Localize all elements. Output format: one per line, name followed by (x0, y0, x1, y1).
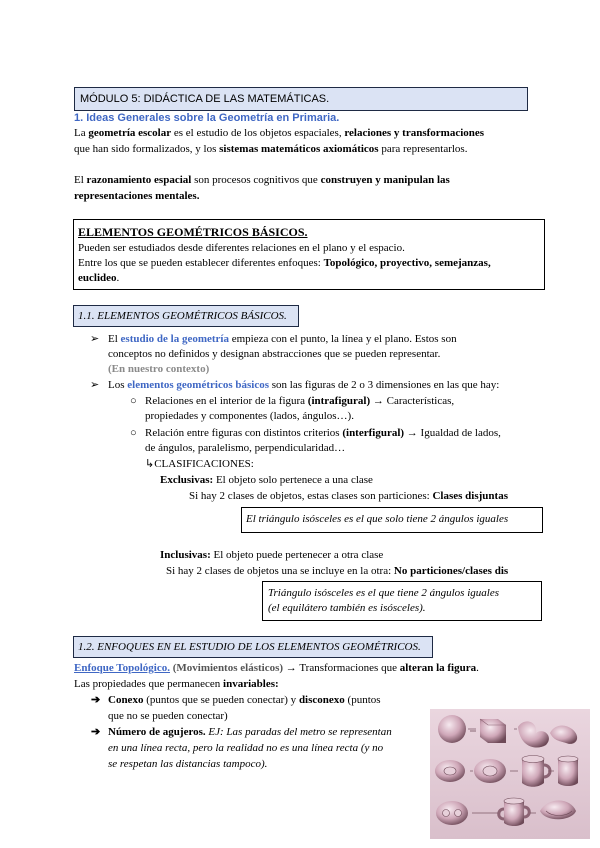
invariable-properties-line (74, 677, 279, 692)
text: Las propiedades que permanecen (74, 678, 224, 690)
text-bold: invariables: (223, 678, 279, 690)
text-bold: (intrafigural) (307, 395, 371, 407)
inclusivas-example-2: (el equilátero también es isósceles). (268, 602, 426, 614)
text-bold: geometría escolar (88, 127, 172, 139)
text: El (108, 333, 121, 345)
text: Si hay 2 clases de objetos, estas clases son particiones: (189, 490, 433, 502)
text-blue-bold: elementos geométricos básicos (127, 379, 269, 391)
elements-box-line2 (78, 256, 491, 271)
section-1-heading: 1. Ideas Generales sobre la Geometría en Primaria. (74, 112, 340, 124)
paragraph-geometria-escolar-line1 (74, 126, 484, 141)
circle-bullet-icon: ○ (130, 427, 137, 439)
arrow-bullet-icon: ➔ (91, 694, 101, 706)
text: La (74, 127, 89, 139)
text: El (74, 174, 87, 186)
sub-bullet-2-line2: de ángulos, paralelismo, perpendicularidad… (145, 442, 346, 454)
elements-box-line1: Pueden ser estudiados desde diferentes relaciones en el plano y el espacio. (78, 242, 405, 254)
text-bold: Conexo (108, 694, 144, 706)
text-bold: construyen y manipulan las (320, 174, 450, 186)
exclusivas-partition-line (189, 489, 508, 504)
text-bold: Clases disjuntas (432, 490, 508, 502)
text: para representarlos. (378, 143, 468, 155)
paragraph-razonamiento-line1 (74, 173, 450, 188)
agujeros-line3: se respetan las distancias tampoco). (108, 758, 268, 770)
text: Relaciones en el interior de la figura (145, 395, 308, 407)
module-title: MÓDULO 5: DIDÁCTICA DE LAS MATEMÁTICAS. (80, 93, 330, 105)
text: → Transformaciones que (283, 662, 400, 674)
text: que han sido formalizados, y los (74, 143, 220, 155)
text-blue-bold: Enfoque Topológico. (74, 662, 170, 674)
text-bold: relaciones y transformaciones (344, 127, 485, 139)
bullet-arrow-icon: ➢ (90, 333, 100, 345)
paragraph-geometria-escolar-line2 (74, 142, 467, 157)
sub-bullet-2-line1 (145, 426, 501, 441)
elements-box-line3 (78, 271, 119, 286)
enfoque-topologico-line (74, 661, 479, 676)
text: . (116, 272, 120, 284)
conexo-line1 (108, 693, 381, 708)
bullet-1-note: (En nuestro contexto) (108, 363, 210, 375)
text-italic: EJ: Las paradas del metro se representan (205, 726, 392, 738)
text-bold: Exclusivas: (160, 474, 214, 486)
text: → Características, (370, 395, 455, 407)
inclusivas-line (160, 548, 383, 563)
text-bold: razonamiento espacial (86, 174, 192, 186)
text-blue-bold: estudio de la geometría (120, 333, 229, 345)
elements-box (73, 219, 545, 290)
text-bold: Número de agujeros. (108, 726, 206, 738)
section-1-1-heading-box (73, 305, 299, 327)
topology-shapes-image (430, 709, 590, 839)
text: . (476, 662, 479, 674)
text: son las figuras de 2 o 3 dimensiones en las que hay: (269, 379, 500, 391)
text-bold: disconexo (298, 694, 345, 706)
text-bold: representaciones mentales. (74, 190, 200, 202)
text: El objeto solo pertenece a una clase (213, 474, 373, 486)
arrow-bullet-icon: ➔ (91, 726, 101, 738)
agujeros-line1 (108, 725, 392, 740)
section-1-1-heading: 1.1. ELEMENTOS GEOMÉTRICOS BÁSICOS. (78, 310, 287, 322)
text-bold: euclideo (78, 272, 117, 284)
inclusivas-example-1: Triángulo isósceles es el que tiene 2 ángulos iguales (268, 587, 499, 599)
module-title-box (74, 87, 528, 111)
text: Si hay 2 clases de objetos una se incluye en la otra: (166, 565, 394, 577)
section-1-2-heading: 1.2. ENFOQUES EN EL ESTUDIO DE LOS ELEMENTOS GEOMÉTRICOS. (78, 641, 421, 653)
text: empieza con el punto, la línea y el plano. Estos son (228, 333, 457, 345)
text: es el estudio de los objetos espaciales, (171, 127, 345, 139)
text: → Igualdad de lados, (404, 427, 501, 439)
conexo-line2: que no se pueden conectar) (108, 710, 228, 722)
text: (puntos (344, 694, 381, 706)
elements-box-title: ELEMENTOS GEOMÉTRICOS BÁSICOS. (78, 225, 308, 239)
circle-bullet-icon: ○ (130, 395, 137, 407)
bullet-1-line1 (108, 332, 457, 347)
bullet-2-line1 (108, 378, 499, 393)
text-bold: No particiones/clases dis (393, 565, 509, 577)
exclusivas-example-box (241, 507, 543, 533)
paragraph-razonamiento-line2 (74, 189, 199, 204)
sub-bullet-1-line2: propiedades y componentes (lados, ángulos…). (145, 410, 354, 422)
section-1-2-heading-box (73, 636, 433, 658)
text-bold: alteran la figura (399, 662, 477, 674)
text-bold: Inclusivas: (160, 549, 211, 561)
text: El objeto puede pertenecer a otra clase (210, 549, 384, 561)
classifications-label: ↳CLASIFICACIONES: (145, 458, 254, 470)
sub-bullet-1-line1 (145, 394, 454, 409)
inclusivas-example-box (262, 581, 542, 621)
text: Relación entre figuras con distintos criterios (145, 427, 343, 439)
exclusivas-line (160, 473, 373, 488)
text: son procesos cognitivos que (191, 174, 321, 186)
text: (puntos que se pueden conectar) y (143, 694, 299, 706)
bullet-arrow-icon: ➢ (90, 379, 100, 391)
text: Entre los que se pueden establecer diferentes enfoques: (78, 257, 324, 269)
exclusivas-example: El triángulo isósceles es el que solo tiene 2 ángulos iguales (246, 513, 509, 525)
text-bold: Topológico, proyectivo, semejanzas, (323, 257, 491, 269)
text-bold: (Movimientos elásticos) (169, 662, 284, 674)
agujeros-line2: en una línea recta, pero la realidad no es una línea recta (y no (108, 742, 384, 754)
text-bold: (interfigural) (342, 427, 405, 439)
inclusivas-inclusion-line (166, 564, 508, 579)
bullet-1-line2: conceptos no definidos y designan abstracciones que se pueden representar. (108, 348, 441, 360)
text-bold: sistemas matemáticos axiomáticos (219, 143, 379, 155)
text: Los (108, 379, 128, 391)
